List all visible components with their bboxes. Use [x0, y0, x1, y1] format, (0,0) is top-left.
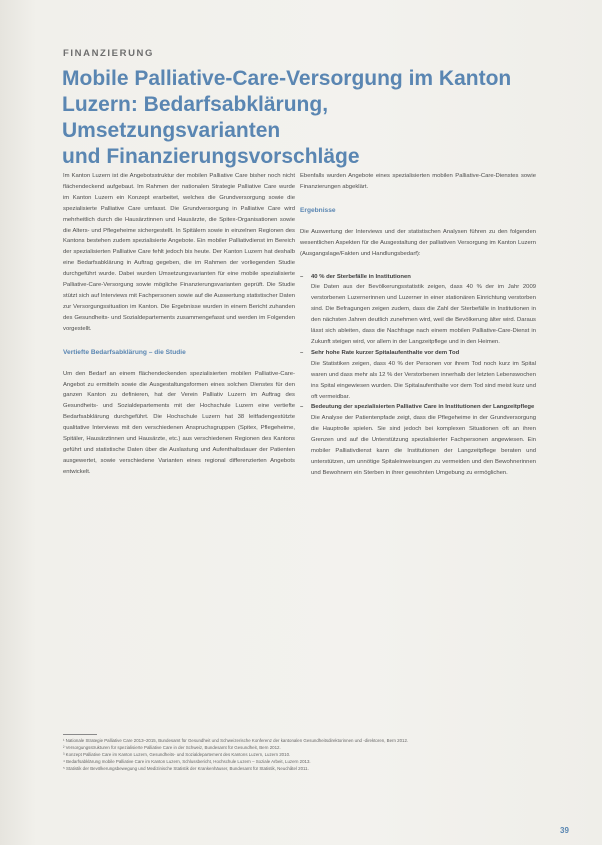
footnotes: [63, 738, 541, 773]
footnote: ⁵ Statistik der Bevölkerungsbewegung und Medizinische Statistik der Krankenhäuser, Bundesamt für Statistik, Neuchâtel 2011.: [63, 765, 309, 771]
bullet-heading: Sehr hohe Rate kurzer Spitalaufenthalte vor dem Tod: [311, 349, 460, 356]
left-intro-paragraph: Im Kanton Luzern ist die Angebotsstruktur der mobilen Palliative Care bisher noch nicht flächendeckend aufgebaut. Im Rahmen der nationalen Strategie Palliative Care wurde im Kanton Luzern ein Konzept erarbeitet, welches die Grundversorgung sowie die spezialisierte Palliative Care umfasst. Die Grundversorgung in Palliative Care wird mehrheitlich durch die Hausärztinnen und Hausärzte, die Spitex-Organisationen sowie die Alters- und Pflegeheime sichergestellt. In Spitälern sowie in einzelnen Regionen des Kantons bestehen zudem spezialisierte Angebote. Ein mobiler Palliativdienst im Bereich der spezialisierten Palliative Care fehlt jedoch bis heute. Der Kanton Luzern hat deshalb eine Bedarfsabklärung in Auftrag gegeben, die im Rahmen der vorliegenden Studie durchgeführt wurde. Dabei wurden Umsetzungsvarianten für eine mobile spezialisierte Palliative-Care-Versorgung sowie mögliche Finanzierungsvarianten geprüft. Die Studie stützt sich auf Interviews mit Fachpersonen sowie auf die Auswertung statistischer Daten zur Versorgungssituation im Kanton. Die Ergebnisse wurden in einem Bericht zuhanden des Gesundheits- und Sozialdepartements zusammengefasst und werden im Folgenden vorgestellt.: [63, 173, 295, 332]
article-title-line-3: und Finanzierungsvorschläge: [62, 145, 360, 168]
left-section-paragraph: Um den Bedarf an einem flächendeckenden spezialisierten mobilen Palliative-Care-Angebot zu ermitteln sowie die Ausgestaltungsformen eines solchen Dienstes für den ganzen Kanton zu definieren, hat der Verein Palliativ Luzern im Auftrag des Gesundheits- und Sozialdepartements mit der Hochschule Luzern eine vertiefte Bedarfsabklärung durchgeführt. Die Hochschule Luzern hat 38 leitfadengestützte qualitative Interviews mit den verschiedenen Anspruchsgruppen (Spitex, Pflegeheime, Spitäler, Hausärztinnen und Hausärzte, etc.) aus verschiedenen Regionen des Kantons geführt und statistische Daten über die Auslastung und Aufenthaltsdauer der Patienten ausgewertet, sowie verschiedene Varianten eines regional differenzierten Angebots entwickelt.: [63, 370, 295, 475]
right-column: [300, 171, 536, 479]
bullet-item: [300, 402, 536, 478]
article-title-line-1: Mobile Palliative-Care-Versorgung im Kanton: [62, 67, 512, 90]
article-title: [62, 66, 522, 170]
bullet-body: Die Analyse der Patientenpfade zeigt, dass die Pflegeheime in der Grundversorgung die Hauptrolle spielen. Sie sind jedoch bei komplexen Situationen oft an ihren Grenzen und auf die Unterstützung spezialisierter Fachpersonen angewiesen. Ein mobiler Palliativdienst kann die Institutionen der Langzeitpflege beraten und unterstützen, um unnötige Spitaleinweisungen zu vermeiden und den Bewohnerinnen und Bewohnern ein Sterben in ihrer gewohnten Umgebung zu ermöglichen.: [311, 415, 536, 476]
bullet-dash: –: [300, 349, 304, 356]
article-title-line-2: Luzern: Bedarfsabklärung, Umsetzungsvarianten: [62, 93, 329, 142]
bullet-dash: –: [300, 404, 304, 411]
bullet-item: [300, 348, 536, 403]
results-bullet-list: [300, 272, 536, 479]
bullet-heading: 40 % der Sterbefälle in Institutionen: [311, 273, 411, 280]
footnote: ² Versorgungsstrukturen für spezialisierte Palliative Care in der Schweiz, Bundesamt für Gesundheit, Bern 2012.: [63, 744, 281, 750]
bullet-body: Die Daten aus der Bevölkerungsstatistik zeigen, dass 40 % der im Jahr 2009 verstorbenen Luzernerinnen und Luzerner in einer stationären Einrichtung verstorben sind. Die Befragungen zeigen zudem, dass die Zahl der Sterbefälle in Institutionen in den nächsten Jahren deutlich zunehmen wird, weil die Bevölkerung älter wird. Daraus lässt sich ableiten, dass die Nachfrage nach einem mobilen Palliative-Care-Dienst in Zukunft steigen wird, vor allem in der Langzeitpflege und in den Heimen.: [311, 284, 536, 345]
page-number: 39: [560, 826, 569, 835]
left-section-heading: Vertiefte Bedarfsabklärung – die Studie: [63, 348, 186, 356]
right-intro-paragraph: Ebenfalls wurden Angebote eines spezialisierten mobilen Palliative-Care-Dienstes sowie Finanzierungen abgeklärt.: [300, 173, 536, 190]
footnote: ¹ Nationale Strategie Palliative Care 2013–2015, Bundesamt für Gesundheit und Schweizerische Konferenz der kantonalen Gesundheitsdirektorinnen und -direktoren, Bern 2012.: [63, 738, 409, 743]
bullet-item: [300, 272, 536, 348]
bullet-dash: –: [300, 273, 304, 280]
section-kicker: FINANZIERUNG: [63, 48, 154, 59]
footnote: ⁴ Bedarfsabklärung mobile Palliative Care im Kanton Luzern, Schlussbericht, Hochschule Luzern – Soziale Arbeit, Luzern 2013.: [63, 758, 311, 764]
left-column: [63, 171, 295, 490]
footnote-divider: [63, 734, 97, 735]
results-paragraph: Die Auswertung der Interviews und der statistischen Analysen führen zu den folgenden wesentlichen Aspekten für die Ausgestaltung der palliativen Versorgung im Kanton Luzern (Ausgangslage/Fakten und Handlungsbedarf):: [300, 228, 536, 257]
bullet-heading: Bedeutung der spezialisierten Palliative Care in Institutionen der Langzeitpflege: [311, 404, 535, 411]
bullet-body: Die Statistiken zeigen, dass 40 % der Personen vor ihrem Tod noch kurz im Spital waren und dass mehr als 12 % der Verstorbenen innerhalb der letzten Lebenswochen ins Spital eingewiesen wurden. Die Spitalaufenthalte vor dem Tod sind meist kurz und oft vermeidbar.: [311, 360, 536, 400]
results-heading: Ergebnisse: [300, 206, 336, 214]
footnote: ³ Konzept Palliative Care im Kanton Luzern, Gesundheits- und Sozialdepartement des Kantons Luzern, Luzern 2010.: [63, 751, 291, 757]
